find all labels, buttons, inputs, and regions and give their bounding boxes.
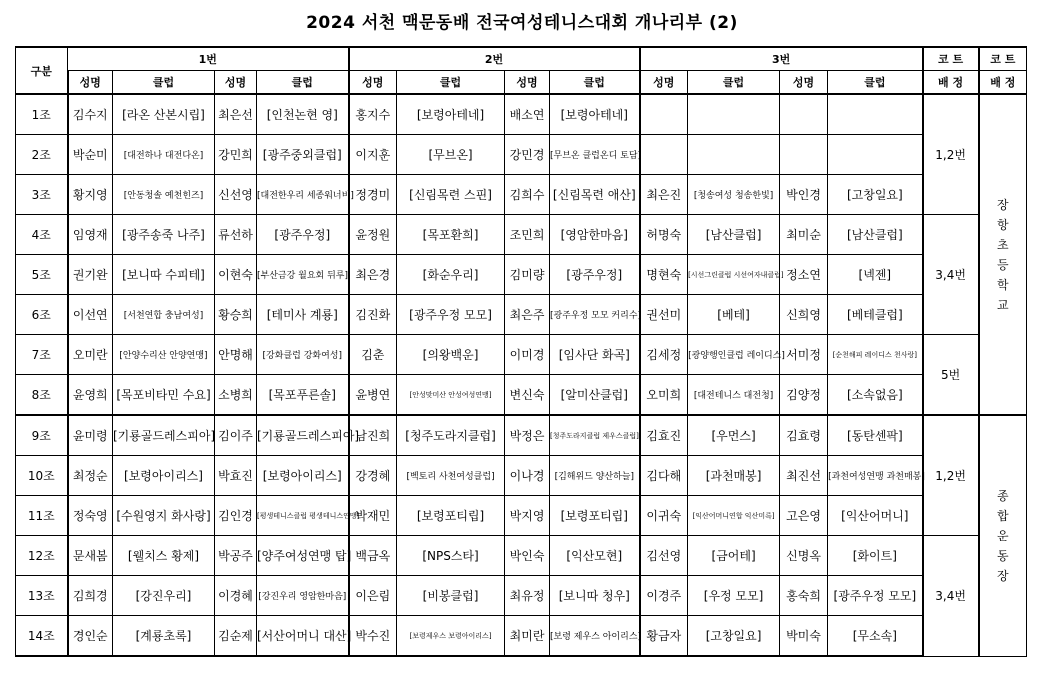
player-name: 홍숙희: [780, 576, 828, 616]
player-name: 강민경: [505, 135, 550, 175]
player-club: [평생테니스클럽 평생테니스연맹]: [257, 496, 349, 536]
player-club: [광주우정]: [550, 255, 640, 295]
court-sub-header: 배 정: [923, 71, 979, 95]
player-name: 김진화: [349, 295, 397, 335]
group-header: 구분: [16, 47, 68, 94]
player-club: [고창일요]: [828, 175, 923, 215]
player-name: 황승희: [215, 295, 257, 335]
group-label: 5조: [16, 255, 68, 295]
club-col-header: 클럽: [688, 71, 780, 95]
player-club: [광주중외클럽]: [257, 135, 349, 175]
player-name: 김이주: [215, 415, 257, 456]
table-row: [16, 94, 1027, 135]
player-club: [양주여성연맹 탑]: [257, 536, 349, 576]
player-club: [남산클럽]: [828, 215, 923, 255]
court-assignment: 3,4번: [923, 536, 979, 657]
player-name: 강민희: [215, 135, 257, 175]
player-name: 윤병연: [349, 375, 397, 416]
name-col-header: 성명: [505, 71, 550, 95]
venue-header: 코 트: [979, 47, 1027, 71]
name-col-header: 성명: [640, 71, 688, 95]
player-club: [수원영지 화사랑]: [113, 496, 215, 536]
group-label: 2조: [16, 135, 68, 175]
player-name: 박정은: [505, 415, 550, 456]
player-name: 김효령: [780, 415, 828, 456]
player-club: [광주우정 모모]: [397, 295, 505, 335]
group-label: 4조: [16, 215, 68, 255]
player-club: [테미사 계룡]: [257, 295, 349, 335]
player-name: 박재민: [349, 496, 397, 536]
player-club: [의왕백운]: [397, 335, 505, 375]
slot-header-2: 2번: [349, 47, 640, 71]
player-club: [영암한마음]: [550, 215, 640, 255]
player-club: [보령제우스 보령아이리스]: [397, 616, 505, 657]
player-club: [비봉클럽]: [397, 576, 505, 616]
player-club: [목포비타민 수요]: [113, 375, 215, 416]
venue-assignment: [979, 415, 1027, 656]
player-name: 최은진: [640, 175, 688, 215]
player-club: [목포환희]: [397, 215, 505, 255]
player-club: [대전하나 대전다온]: [113, 135, 215, 175]
player-name: 김선영: [640, 536, 688, 576]
player-name: 허명숙: [640, 215, 688, 255]
player-club: [벡토리 사천여성클럽]: [397, 456, 505, 496]
player-name: 김희경: [68, 576, 113, 616]
group-label: 13조: [16, 576, 68, 616]
player-name: 이경주: [640, 576, 688, 616]
player-club: [안양수리산 안양연맹]: [113, 335, 215, 375]
player-club: [688, 135, 780, 175]
player-name: 박공주: [215, 536, 257, 576]
table-row: [16, 415, 1027, 456]
player-club: [688, 94, 780, 135]
player-club: [남산클럽]: [688, 215, 780, 255]
player-name: 조민희: [505, 215, 550, 255]
player-name: 신명옥: [780, 536, 828, 576]
venue-assignment: [979, 94, 1027, 415]
player-club: [서천연합 충남여성]: [113, 295, 215, 335]
player-name: 이현숙: [215, 255, 257, 295]
player-name: 윤미령: [68, 415, 113, 456]
player-club: [강진우리]: [113, 576, 215, 616]
player-name: 배소연: [505, 94, 550, 135]
player-name: 변신숙: [505, 375, 550, 416]
court-header: 코 트: [923, 47, 979, 71]
player-name: 김수지: [68, 94, 113, 135]
group-label: 10조: [16, 456, 68, 496]
table-row: [16, 536, 1027, 576]
player-club: [익산어머니연합 익산미륵]: [688, 496, 780, 536]
club-col-header: 클럽: [397, 71, 505, 95]
player-name: 이경혜: [215, 576, 257, 616]
player-name: 권기완: [68, 255, 113, 295]
player-name: 오미희: [640, 375, 688, 416]
page-title: 2024 서천 맥문동배 전국여성테니스대회 개나리부 (2): [306, 13, 738, 33]
player-name: 홍지수: [349, 94, 397, 135]
player-name: 고은영: [780, 496, 828, 536]
player-club: [828, 135, 923, 175]
player-club: [서산어머니 대산]: [257, 616, 349, 657]
player-name: 김희수: [505, 175, 550, 215]
table-row: [16, 175, 1027, 215]
table-row: [16, 456, 1027, 496]
player-club: [강진우리 영암한마음]: [257, 576, 349, 616]
player-club: [기룡골드레스피아]: [257, 415, 349, 456]
group-label: 6조: [16, 295, 68, 335]
player-name: 김미량: [505, 255, 550, 295]
player-club: [알미산클럽]: [550, 375, 640, 416]
table-row: [16, 616, 1027, 657]
player-name: 이지훈: [349, 135, 397, 175]
player-club: [대전한우리 세종워너비]: [257, 175, 349, 215]
player-name: 경인순: [68, 616, 113, 657]
player-name: 서미정: [780, 335, 828, 375]
player-name: 김다해: [640, 456, 688, 496]
club-col-header: 클럽: [550, 71, 640, 95]
player-club: [인천논현 영]: [257, 94, 349, 135]
player-name: 황금자: [640, 616, 688, 657]
court-assignment: 3,4번: [923, 215, 979, 335]
player-name: 최유정: [505, 576, 550, 616]
venue-label: 종합운동장: [997, 488, 1009, 583]
player-club: [신림목련 애산]: [550, 175, 640, 215]
player-club: [베테클럽]: [828, 295, 923, 335]
player-club: [계룡초록]: [113, 616, 215, 657]
player-name: 박순미: [68, 135, 113, 175]
group-label: 12조: [16, 536, 68, 576]
player-name: 이선연: [68, 295, 113, 335]
bracket-table: [15, 46, 1027, 657]
player-club: [시선그린클럽 시선여자내클럽]: [688, 255, 780, 295]
player-name: 최미순: [780, 215, 828, 255]
group-label: 9조: [16, 415, 68, 456]
player-club: [과천여성연맹 과천매봉]: [828, 456, 923, 496]
player-club: [광주송죽 나주]: [113, 215, 215, 255]
player-club: [보령아테네]: [397, 94, 505, 135]
venue-sub-header: 배 정: [979, 71, 1027, 95]
player-club: [대전테니스 대전청]: [688, 375, 780, 416]
group-label: 8조: [16, 375, 68, 416]
player-club: [보령아이리스]: [257, 456, 349, 496]
player-club: [보령아테네]: [550, 94, 640, 135]
player-club: [신림목련 스핀]: [397, 175, 505, 215]
player-club: [828, 94, 923, 135]
table-row: [16, 215, 1027, 255]
player-name: 김세정: [640, 335, 688, 375]
player-club: [무브온]: [397, 135, 505, 175]
venue-label: 장항초등학교: [997, 197, 1009, 312]
player-name: [780, 94, 828, 135]
player-name: [780, 135, 828, 175]
table-row: [16, 135, 1027, 175]
player-club: [광주우정 모모]: [828, 576, 923, 616]
player-name: 백금옥: [349, 536, 397, 576]
player-name: 박지영: [505, 496, 550, 536]
group-label: 3조: [16, 175, 68, 215]
player-club: [기룡골드레스피아]: [113, 415, 215, 456]
table-row: [16, 375, 1027, 416]
player-name: 명현숙: [640, 255, 688, 295]
player-name: 김인경: [215, 496, 257, 536]
player-club: [우먼스]: [688, 415, 780, 456]
player-club: [광양행인클럽 레이디스]: [688, 335, 780, 375]
player-name: 이나경: [505, 456, 550, 496]
court-assignment: 5번: [923, 335, 979, 416]
player-club: [동탄센팍]: [828, 415, 923, 456]
player-name: 이미경: [505, 335, 550, 375]
player-name: 박효진: [215, 456, 257, 496]
group-label: 7조: [16, 335, 68, 375]
player-club: [안성맞미산 안성여성연맹]: [397, 375, 505, 416]
player-club: [보령포티립]: [397, 496, 505, 536]
player-club: [보니따 수피테]: [113, 255, 215, 295]
club-col-header: 클럽: [257, 71, 349, 95]
player-name: 문새봄: [68, 536, 113, 576]
table-row: [16, 335, 1027, 375]
player-name: 황지영: [68, 175, 113, 215]
player-name: 박미숙: [780, 616, 828, 657]
player-name: 윤정원: [349, 215, 397, 255]
player-name: 정경미: [349, 175, 397, 215]
player-name: 신희영: [780, 295, 828, 335]
player-club: [안동청솔 예천힌즈]: [113, 175, 215, 215]
player-name: 박인숙: [505, 536, 550, 576]
table-row: [16, 295, 1027, 335]
player-name: 남진희: [349, 415, 397, 456]
name-col-header: 성명: [68, 71, 113, 95]
slot-header-1: 1번: [68, 47, 349, 71]
player-club: [강화클럽 강화여성]: [257, 335, 349, 375]
court-assignment: 1,2번: [923, 94, 979, 215]
player-name: 신선영: [215, 175, 257, 215]
club-col-header: 클럽: [113, 71, 215, 95]
table-row: [16, 255, 1027, 295]
player-name: 류선하: [215, 215, 257, 255]
player-club: [청송여성 청송한빛]: [688, 175, 780, 215]
player-name: 이귀숙: [640, 496, 688, 536]
player-club: [청주도라지클럽 제우스클럽]: [550, 415, 640, 456]
player-name: [640, 135, 688, 175]
group-label: 11조: [16, 496, 68, 536]
player-club: [익산모현]: [550, 536, 640, 576]
slot-header-3: 3번: [640, 47, 923, 71]
player-club: [금어테]: [688, 536, 780, 576]
player-name: 최정순: [68, 456, 113, 496]
table-row: [16, 496, 1027, 536]
player-name: 박수진: [349, 616, 397, 657]
club-col-header: 클럽: [828, 71, 923, 95]
player-club: [웰치스 황제]: [113, 536, 215, 576]
player-club: [라온 산본시립]: [113, 94, 215, 135]
player-club: [보령아이리스]: [113, 456, 215, 496]
player-name: 김효진: [640, 415, 688, 456]
player-name: 강경혜: [349, 456, 397, 496]
player-club: [광주우정 모모 커리수]: [550, 295, 640, 335]
player-club: [광주우정]: [257, 215, 349, 255]
player-club: [보령 제우스 아이리스]: [550, 616, 640, 657]
player-club: [화이트]: [828, 536, 923, 576]
name-col-header: 성명: [780, 71, 828, 95]
group-label: 1조: [16, 94, 68, 135]
group-label: 14조: [16, 616, 68, 657]
table-row: [16, 576, 1027, 616]
player-name: 최은주: [505, 295, 550, 335]
player-club: [우정 모모]: [688, 576, 780, 616]
player-name: 소병희: [215, 375, 257, 416]
player-name: 정소연: [780, 255, 828, 295]
player-club: [고창일요]: [688, 616, 780, 657]
player-club: [부산금강 월요회 뒤루]: [257, 255, 349, 295]
name-col-header: 성명: [215, 71, 257, 95]
player-club: [화순우리]: [397, 255, 505, 295]
player-name: 오미란: [68, 335, 113, 375]
player-club: [보니따 청우]: [550, 576, 640, 616]
player-name: 최진선: [780, 456, 828, 496]
player-name: 윤영희: [68, 375, 113, 416]
court-assignment: 1,2번: [923, 415, 979, 536]
player-name: 정숙영: [68, 496, 113, 536]
player-club: [임사단 화곡]: [550, 335, 640, 375]
player-club: [순천해피 레이디스 천사랑]: [828, 335, 923, 375]
player-name: 김양정: [780, 375, 828, 416]
player-club: [김해위드 양산하늘]: [550, 456, 640, 496]
player-club: [익산어머니]: [828, 496, 923, 536]
player-club: [소속없음]: [828, 375, 923, 416]
player-name: 최은경: [349, 255, 397, 295]
player-club: [무브온 클럽온디 토담]: [550, 135, 640, 175]
player-name: 이은림: [349, 576, 397, 616]
player-club: [베테]: [688, 295, 780, 335]
player-name: 최미란: [505, 616, 550, 657]
player-club: [과천매봉]: [688, 456, 780, 496]
player-name: 최은선: [215, 94, 257, 135]
player-club: [넥젠]: [828, 255, 923, 295]
player-club: [무소속]: [828, 616, 923, 657]
player-club: [청주도라지클럽]: [397, 415, 505, 456]
player-club: [목포푸른솔]: [257, 375, 349, 416]
player-club: [보령포티립]: [550, 496, 640, 536]
player-name: 김순제: [215, 616, 257, 657]
player-name: 김춘: [349, 335, 397, 375]
player-name: 임영재: [68, 215, 113, 255]
player-name: 권선미: [640, 295, 688, 335]
player-club: [NPS스타]: [397, 536, 505, 576]
player-name: 박인경: [780, 175, 828, 215]
player-name: 안명해: [215, 335, 257, 375]
player-name: [640, 94, 688, 135]
name-col-header: 성명: [349, 71, 397, 95]
